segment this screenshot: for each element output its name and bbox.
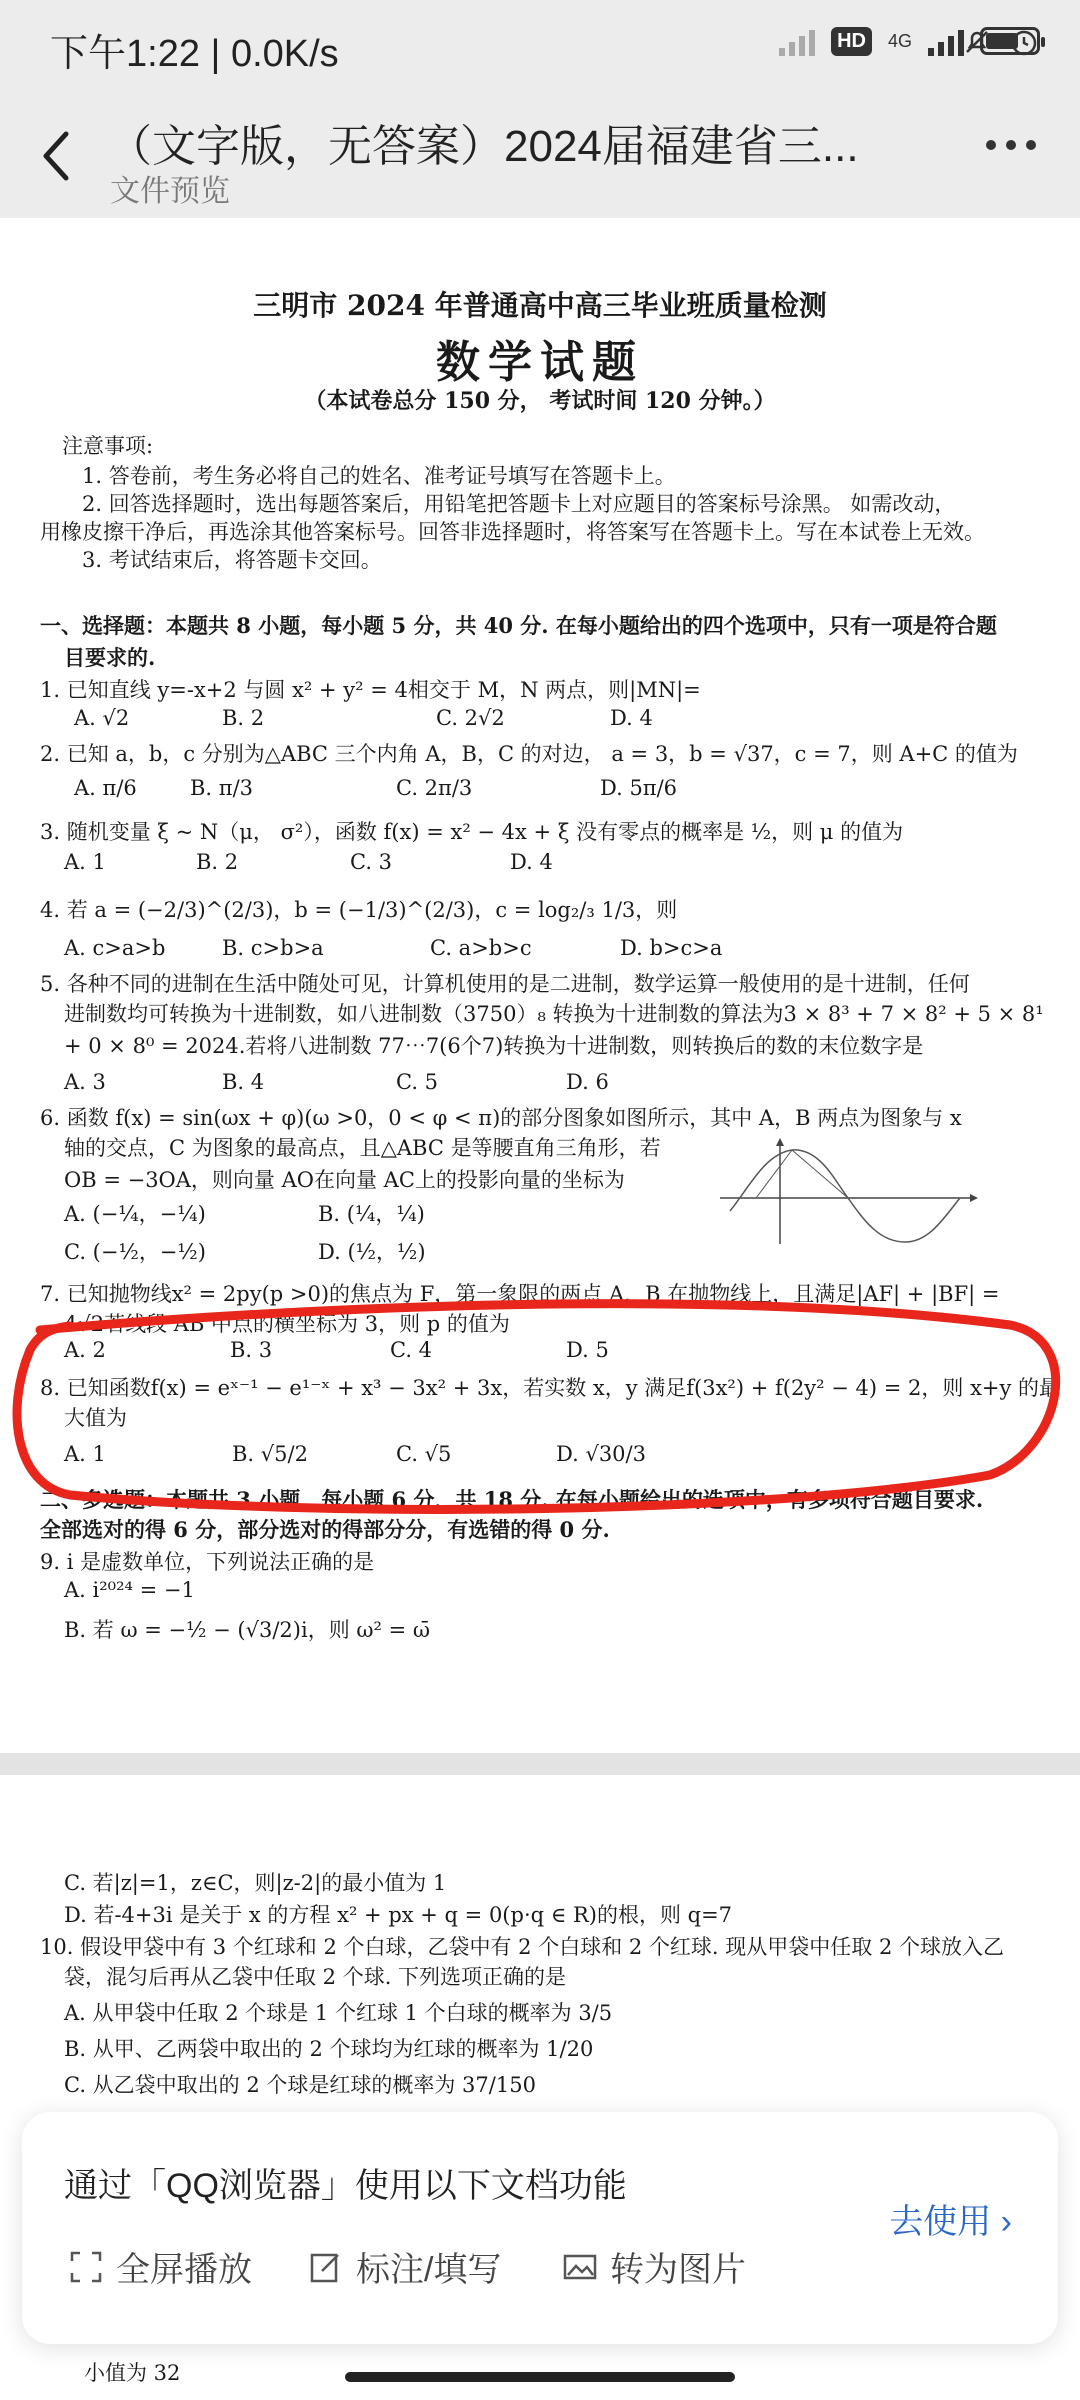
q8-option-d: D. √30/3: [556, 1442, 646, 1466]
question-3: 3. 随机变量 ξ ~ N（μ， σ²），函数 f(x) = x² − 4x + ξ 没有零点的概率是 ½，则 μ 的值为: [40, 820, 904, 844]
home-indicator[interactable]: [345, 2372, 735, 2382]
notice-line: 1. 答卷前，考生务必将自己的姓名、准考证号填写在答题卡上。: [82, 464, 676, 488]
q6-option-c: C. (−½，−½): [64, 1240, 206, 1264]
q5-option-d: D. 6: [566, 1070, 609, 1094]
q5-option-c: C. 5: [396, 1070, 439, 1094]
section-heading: 二、多选题：本题共 3 小题，每小题 6 分，共 18 分. 在每小题给出的选项中，有多项符合题目要求.: [40, 1487, 984, 1512]
q9-option-c: C. 若|z|=1，z∈C，则|z-2|的最小值为 1: [64, 1871, 447, 1895]
hd-badge: HD: [831, 27, 872, 56]
back-arrow-icon[interactable]: [36, 126, 76, 186]
question-6: 6. 函数 f(x) = sin(ωx + φ)(ω >0，0 < φ < π)的部分图象如图所示，其中 A，B 两点为图象与 x: [40, 1106, 962, 1130]
status-bar: [0, 0, 1080, 96]
status-right-icons: [779, 26, 1040, 56]
question-5-line: 进制数均可转换为十进制数，如八进制数（3750）₈ 转换为十进制数的算法为3 × 8³ + 7 × 8² + 5 × 8¹: [64, 1002, 1044, 1026]
document-title: （文字版，无答案）2024届福建省三...: [108, 122, 859, 171]
q2-option-a: A. π/6: [74, 776, 137, 800]
cell-signal-icon: [928, 26, 964, 56]
fullscreen-icon: [68, 2249, 104, 2285]
q9-option-b: B. 若 ω = −½ − (√3/2)i，则 ω² = ω̄: [64, 1618, 430, 1642]
question-8: 8. 已知函数f(x) = eˣ⁻¹ − e¹⁻ˣ + x³ − 3x² + 3x，若实数 x，y 满足f(3x²) + f(2y² − 4) = 2，则 x+y 的最: [40, 1376, 1061, 1400]
q2-option-b: B. π/3: [190, 776, 254, 800]
annotate-label: 标注/填写: [356, 2251, 502, 2289]
q3-option-a: A. 1: [64, 850, 106, 874]
q9-option-a: A. i²⁰²⁴ = −1: [64, 1578, 195, 1602]
more-options-icon[interactable]: [986, 140, 1036, 150]
question-10-line: 袋，混匀后再从乙袋中任取 2 个球. 下列选项正确的是: [64, 1965, 567, 1989]
fullscreen-play-button[interactable]: [68, 2242, 252, 2291]
question-2: 2. 已知 a，b，c 分别为△ABC 三个内角 A，B，C 的对边， a = 3，b = √37，c = 7，则 A+C 的值为: [40, 742, 1018, 766]
q5-option-b: B. 4: [222, 1070, 265, 1094]
red-circle-annotation: [10, 1290, 1070, 1520]
q1-option-a: A. √2: [74, 706, 130, 730]
q1-option-b: B. 2: [222, 706, 265, 730]
exam-header: 三明市 2024 年普通高中高三毕业班质量检测: [253, 289, 827, 322]
edit-icon: [308, 2249, 344, 2285]
question-7: 7. 已知抛物线x² = 2py(p >0)的焦点为 F，第一象限的两点 A，B 在抛物线上，且满足|AF| + |BF| =: [40, 1282, 1000, 1306]
question-7-line: 4√2若线段 AB 中点的横坐标为 3，则 p 的值为: [64, 1312, 510, 1336]
annotate-fill-button[interactable]: [308, 2242, 501, 2291]
q9-option-d: D. 若-4+3i 是关于 x 的方程 x² + px + q = 0(p·q ∈ R)的根，则 q=7: [64, 1903, 733, 1927]
section-heading: 全部选对的得 6 分，部分选对的得部分分，有选错的得 0 分.: [40, 1517, 610, 1542]
trailing-text: 小值为 32: [84, 2361, 181, 2385]
question-1: 1. 已知直线 y=-x+2 与圆 x² + y² = 4相交于 M，N 两点，则|MN|=: [40, 678, 701, 702]
notice-line: 3. 考试结束后，将答题卡交回。: [82, 548, 382, 572]
network-type: 4G: [887, 30, 912, 51]
exam-info: （本试卷总分 150 分， 考试时间 120 分钟。）: [304, 388, 776, 414]
exam-title: 数学试题: [436, 337, 644, 388]
question-8-line: 大值为: [64, 1406, 127, 1430]
q2-option-d: D. 5π/6: [600, 776, 678, 800]
question-5-line: + 0 × 8⁰ = 2024.若将八进制数 77⋯7(6个7)转换为十进制数，则转换后的数的末位数字是: [64, 1034, 924, 1058]
question-6-line: 轴的交点，C 为图象的最高点，且△ABC 是等腰直角三角形，若: [64, 1136, 661, 1160]
q3-option-d: D. 4: [510, 850, 553, 874]
notice-heading: 注意事项:: [62, 434, 154, 458]
question-4: 4. 若 a = (−2/3)^(2/3)，b = (−1/3)^(2/3)，c = log₂/₃ 1/3，则: [40, 898, 678, 922]
q8-option-b: B. √5/2: [232, 1442, 308, 1466]
question-5: 5. 各种不同的进制在生活中随处可见，计算机使用的是二进制，数学运算一般使用的是十进制，任何: [40, 972, 970, 996]
document-page-1[interactable]: [0, 218, 1080, 1753]
q6-option-a: A. (−¼，−¼): [64, 1202, 206, 1226]
q3-option-b: B. 2: [196, 850, 239, 874]
q8-option-a: A. 1: [64, 1442, 106, 1466]
sine-graph-figure: [720, 1136, 980, 1246]
q7-option-d: D. 5: [566, 1338, 609, 1362]
q1-option-d: D. 4: [610, 706, 653, 730]
fullscreen-label: 全屏播放: [116, 2251, 252, 2289]
convert-label: 转为图片: [610, 2251, 746, 2289]
q7-option-a: A. 2: [64, 1338, 106, 1362]
page-gap: [0, 1753, 1080, 1775]
q1-option-c: C. 2√2: [436, 706, 505, 730]
q10-option-c: C. 从乙袋中取出的 2 个球是红球的概率为 37/150: [64, 2073, 536, 2097]
document-subtitle: 文件预览: [110, 175, 230, 208]
notice-line: 用橡皮擦干净后，再选涂其他答案标号。回答非选择题时，将答案写在答题卡上。写在本试卷上无效。: [40, 520, 985, 544]
question-6-line: OB = −3OA，则向量 AO在向量 AC上的投影向量的坐标为: [64, 1168, 625, 1192]
notice-line: 2. 回答选择题时，选出每题答案后，用铅笔把答题卡上对应题目的答案标号涂黑。 如需改动，: [82, 492, 956, 516]
go-use-button[interactable]: [889, 2194, 1012, 2243]
status-time: 下午1:22 | 0.0K/s: [50, 33, 339, 75]
q10-option-a: A. 从甲袋中任取 2 个球是 1 个红球 1 个白球的概率为 3/5: [64, 2001, 613, 2025]
question-10: 10. 假设甲袋中有 3 个红球和 2 个白球，乙袋中有 2 个白球和 2 个红球. 现从甲袋中任取 2 个球放入乙: [40, 1935, 1004, 1959]
app-header: [0, 96, 1080, 218]
q6-option-b: B. (¼，¼): [318, 1202, 425, 1226]
q4-option-d: D. b>c>a: [620, 936, 723, 960]
q3-option-c: C. 3: [350, 850, 393, 874]
wifi-signal-icon: [779, 26, 815, 56]
q7-option-b: B. 3: [230, 1338, 273, 1362]
convert-image-button[interactable]: [562, 2242, 746, 2291]
q5-option-a: A. 3: [64, 1070, 106, 1094]
q4-option-a: A. c>a>b: [64, 936, 166, 960]
q2-option-c: C. 2π/3: [396, 776, 473, 800]
q4-option-b: B. c>b>a: [222, 936, 324, 960]
section-heading: 目要求的.: [64, 645, 156, 670]
q6-option-d: D. (½，½): [318, 1240, 426, 1264]
section-heading: 一、选择题：本题共 8 小题，每小题 5 分，共 40 分. 在每小题给出的四个选项中，只有一项是符合题: [40, 613, 997, 638]
qq-browser-popup: [22, 2112, 1058, 2344]
q8-option-c: C. √5: [396, 1442, 452, 1466]
image-icon: [562, 2249, 598, 2285]
q7-option-c: C. 4: [390, 1338, 433, 1362]
q10-option-b: B. 从甲、乙两袋中取出的 2 个球均为红球的概率为 1/20: [64, 2037, 594, 2061]
battery-icon: [980, 27, 1040, 55]
question-9: 9. i 是虚数单位，下列说法正确的是: [40, 1550, 375, 1574]
chevron-right-icon: ›: [1000, 2203, 1012, 2241]
popup-title: 通过「QQ浏览器」使用以下文档功能: [64, 2167, 627, 2205]
go-use-label: 去使用: [889, 2203, 992, 2241]
q4-option-c: C. a>b>c: [430, 936, 532, 960]
